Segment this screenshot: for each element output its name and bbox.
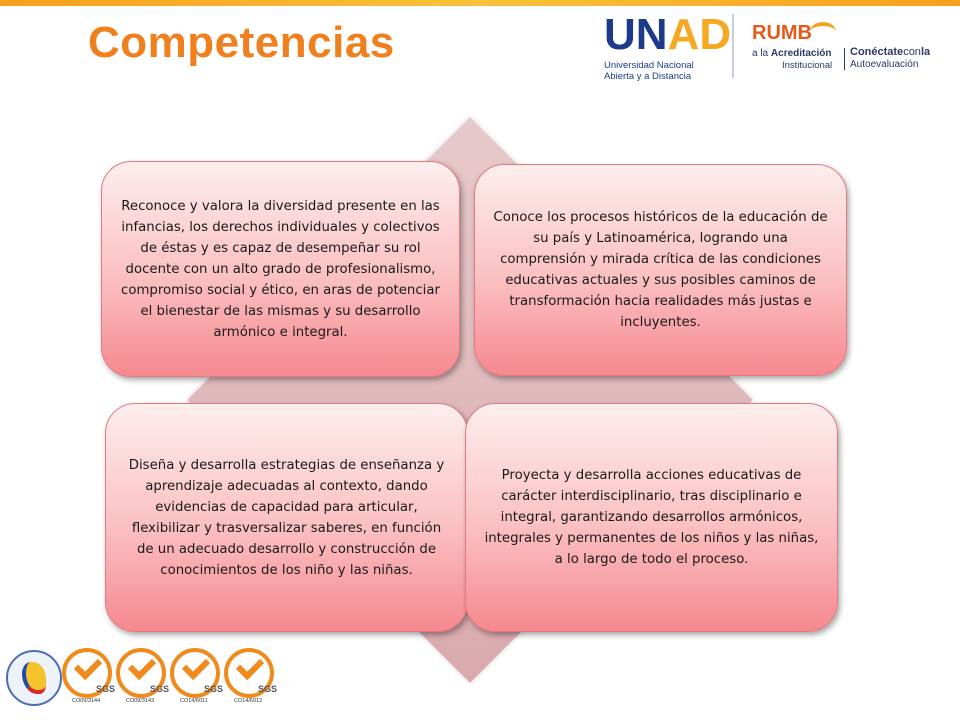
certification-code: CO09/3143 xyxy=(126,698,155,704)
rumbo-word: RUMB xyxy=(752,22,812,44)
certification-code: CO14/6012 xyxy=(234,698,263,704)
rumbo-line2: Institucional xyxy=(782,60,833,71)
rumbo-autoevaluacion: Autoevaluación xyxy=(850,59,919,70)
competency-text-3: Diseña y desarrolla estrategias de enseñanza y aprendizaje adecuadas al contexto, dando evidencias de capacidad para articular, flexibilizar y trasversalizar saberes, en función de un adecuado desarrollo y construcción de conocimientos de los niño y las niñas. xyxy=(128,457,445,578)
competency-box-3 xyxy=(105,403,468,632)
logo-divider xyxy=(732,14,734,78)
competency-text-1: Reconoce y valora la diversidad presente en las infancias, los derechos individuales y colectivos de éstas y es capaz de desempeñar su rol docente con un alto grado de profesionalismo, compromiso social y ético, en aras de potenciar el bienestar de las mismas y su desarrollo armónico e integral. xyxy=(121,198,440,340)
unad-logo xyxy=(604,10,732,82)
colombia-map-icon xyxy=(22,662,46,694)
certification-code: CO09/3144 xyxy=(72,698,101,704)
sgs-mark: SGS xyxy=(96,684,116,694)
competency-text-2: Conoce los procesos históricos de la educación de su país y Latinoamérica, logrando una comprensión y mirada crítica de las condiciones educativas actuales y sus posibles caminos de transformación hacia realidades más justas e incluyentes. xyxy=(493,210,828,330)
rumbo-conectate: Conéctateconla xyxy=(850,46,931,58)
rumbo-line1: a la Acreditación xyxy=(752,48,832,59)
sgs-mark: SGS xyxy=(150,684,170,694)
certification-code: CO14/6011 xyxy=(180,698,208,704)
rumbo-arc-icon xyxy=(810,22,836,42)
certification-badges xyxy=(6,644,276,718)
sgs-mark: SGS xyxy=(258,684,278,694)
competency-box-1 xyxy=(101,161,460,377)
rumbo-acreditacion-logo xyxy=(752,22,942,72)
rumbo-separator xyxy=(844,48,845,70)
sgs-mark: SGS xyxy=(204,684,224,694)
top-accent-bar xyxy=(0,0,960,6)
competency-box-4 xyxy=(465,403,838,632)
competency-text-4: Proyecta y desarrolla acciones educativas de carácter interdisciplinario, tras disciplinario e integral, garantizando desarrollos armónicos, integrales y permanentes de los niños y las niñas, a lo largo de todo el proceso. xyxy=(484,468,819,567)
unad-logo-letters: UNAD xyxy=(604,10,732,59)
unad-logo-subtitle: Universidad Nacional Abierta y a Distancia xyxy=(604,60,694,82)
page-title: Competencias xyxy=(88,18,395,67)
competency-box-2 xyxy=(474,164,847,376)
colombia-seal-icon xyxy=(6,650,62,706)
